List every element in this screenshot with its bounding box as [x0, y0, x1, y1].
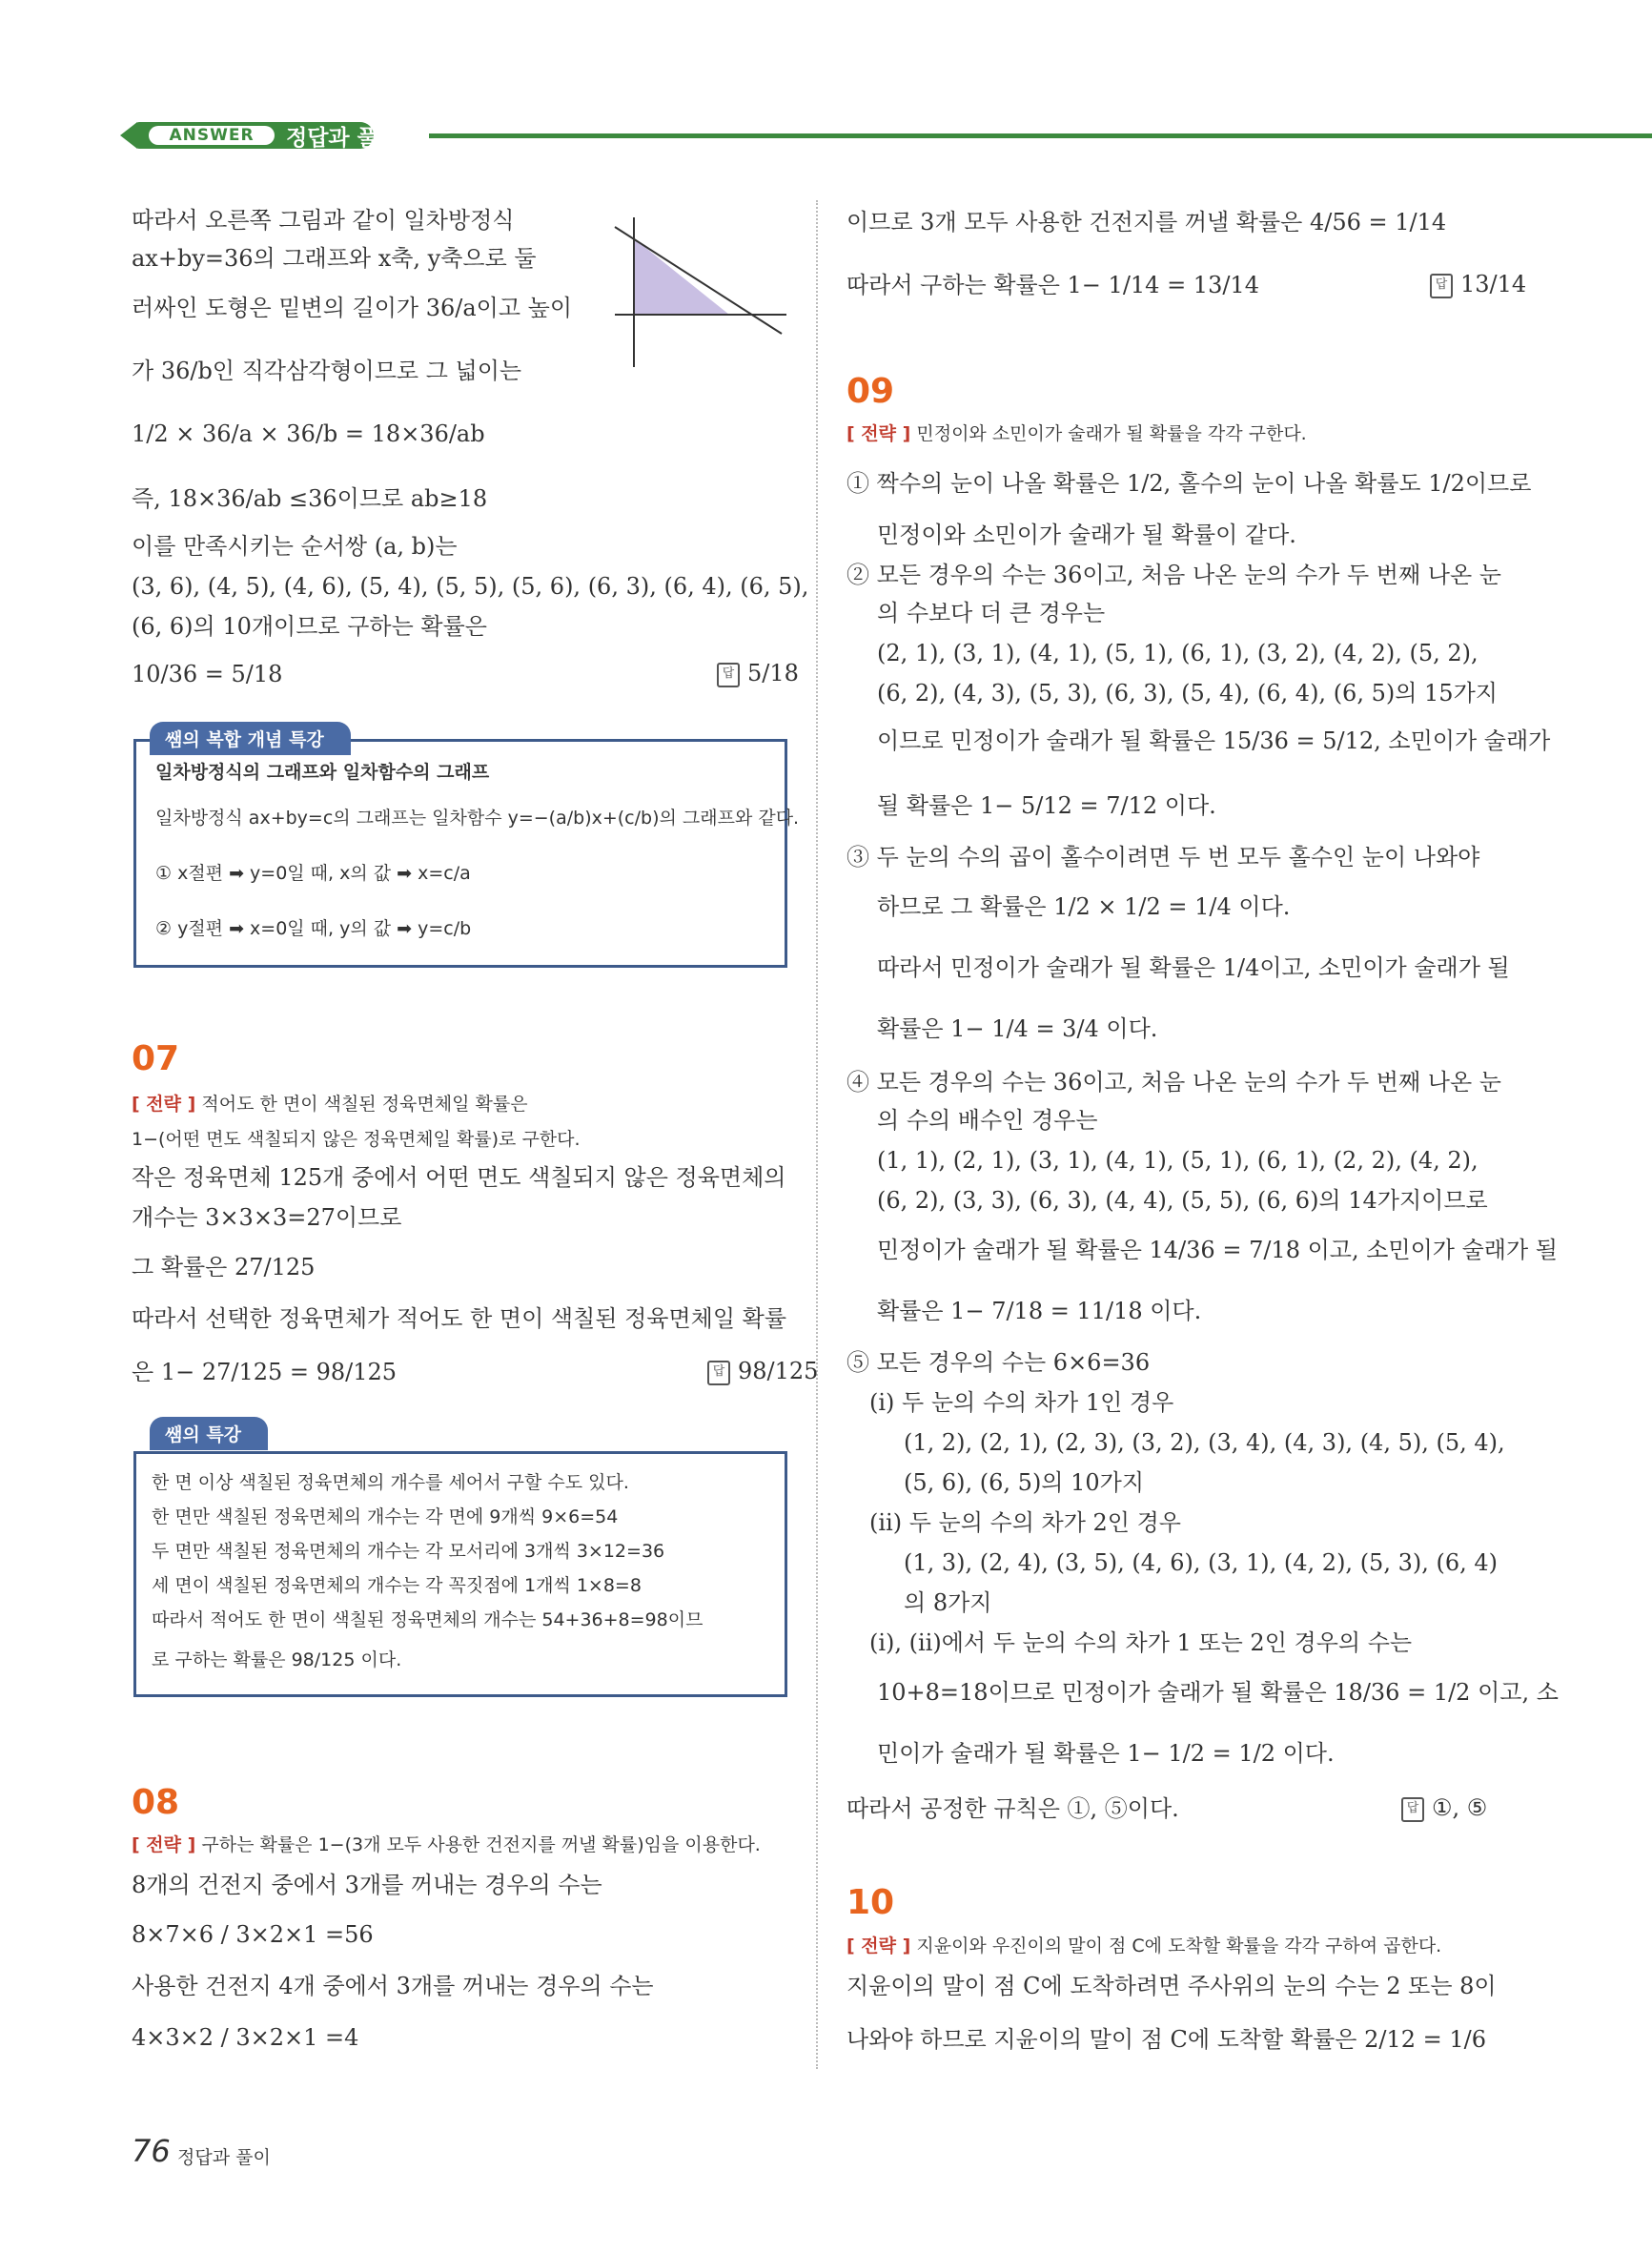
tip-line-5: 따라서 적어도 한 면이 색칠된 정육면체의 개수는 54+36+8=98이므: [152, 1609, 704, 1630]
s10-strategy-text: 지윤이와 우진이의 말이 점 C에 도착할 확률을 각각 구하여 곱한다.: [916, 1936, 1442, 1956]
box-bottom-border: [136, 1694, 785, 1697]
s09-line-15: (1, 1), (2, 1), (3, 1), (4, 1), (5, 1), (6, 1), (2, 2), (4, 2),: [877, 1147, 1479, 1174]
s09-line-7: 이므로 민정이가 술래가 될 확률은 15/36 = 5/12, 소민이가 술래가: [877, 727, 1551, 754]
s09-line-4: 의 수보다 더 큰 경우는: [877, 600, 1106, 626]
s09-line-6: (6, 2), (4, 3), (5, 3), (6, 3), (5, 4), (6, 4), (6, 5)의 15가지: [877, 680, 1498, 707]
s09-line-2: 민정이와 소민이가 술래가 될 확률이 같다.: [877, 522, 1296, 548]
s09-line-18: 확률은 1− 7/18 = 11/18 이다.: [877, 1298, 1202, 1324]
s08-cont-line-2: 따라서 구하는 확률은 1− 1/14 = 13/14: [846, 272, 1259, 298]
s09-line-23: (ⅱ) 두 눈의 수의 차가 2인 경우: [869, 1509, 1181, 1536]
s09-line-5: (2, 1), (3, 1), (4, 1), (5, 1), (6, 1), (3, 2), (4, 2), (5, 2),: [877, 640, 1479, 666]
s10-line-1: 지윤이의 말이 점 C에 도착하려면 주사위의 눈의 수는 2 또는 8이: [846, 1973, 1497, 1999]
section-number-09: 09: [846, 372, 895, 411]
s09-line-10: 하므로 그 확률은 1/2 × 1/2 = 1/4 이다.: [877, 893, 1291, 920]
answer-badge: ANSWER: [149, 126, 275, 145]
header-rule: [429, 133, 1652, 138]
answer-icon: 답: [707, 1361, 730, 1385]
answer-icon: 답: [1401, 1797, 1424, 1822]
s09-answer-value: ①, ⑤: [1432, 1794, 1488, 1821]
s09-line-12: 확률은 1− 1/4 = 3/4 이다.: [877, 1015, 1158, 1042]
strategy-tag: [ 전략 ]: [846, 423, 911, 444]
s09-answer: [1401, 1794, 1487, 1822]
s08-line-4: 4×3×2 / 3×2×1 =4: [132, 2024, 359, 2051]
p06-answer: [717, 660, 799, 687]
s07-line-5: 은 1− 27/125 = 98/125: [132, 1359, 398, 1385]
s07-line-4: 따라서 선택한 정육면체가 적어도 한 면이 색칠된 정육면체일 확률: [132, 1305, 786, 1332]
s07-strategy-text: 적어도 한 면이 색칠된 정육면체일 확률은: [201, 1094, 528, 1115]
section-number-10: 10: [846, 1883, 895, 1922]
strategy-tag: [ 전략 ]: [846, 1936, 911, 1956]
column-divider: [816, 200, 818, 2069]
s09-line-17: 민정이가 술래가 될 확률은 14/36 = 7/18 이고, 소민이가 술래가 될: [877, 1237, 1558, 1263]
s09-line-14: 의 수의 배수인 경우는: [877, 1107, 1098, 1134]
s10-line-2: 나와야 하므로 지윤이의 말이 점 C에 도착할 확률은 2/12 = 1/6: [846, 2026, 1486, 2053]
strategy-tag: [ 전략 ]: [132, 1094, 196, 1115]
s09-line-8: 될 확률은 1− 5/12 = 7/12 이다.: [877, 792, 1216, 819]
page-header: [114, 113, 1652, 160]
s09-line-22: (5, 6), (6, 5)의 10가지: [904, 1469, 1145, 1496]
footer-label: 정답과 풀이: [177, 2147, 271, 2168]
box-line-3: ② y절편 ➡ x=0일 때, y의 값 ➡ y=c/b: [155, 918, 472, 939]
s08-line-2: 8×7×6 / 3×2×1 =56: [132, 1921, 374, 1948]
tip-line-2: 한 면만 색칠된 정육면체의 개수는 각 면에 9개씩 9×6=54: [152, 1506, 619, 1527]
s08-strategy: [132, 1831, 761, 1859]
p06-line-9: (6, 6)의 10개이므로 구하는 확률은: [132, 613, 487, 640]
tip-line-1: 한 면 이상 색칠된 정육면체의 개수를 세어서 구할 수도 있다.: [152, 1472, 629, 1493]
box-top-border: [136, 1451, 785, 1454]
box-title: 일차방정식의 그래프와 일차함수의 그래프: [155, 762, 490, 783]
s09-line-25: 의 8가지: [904, 1589, 992, 1616]
s09-line-20: (ⅰ) 두 눈의 수의 차가 1인 경우: [869, 1389, 1174, 1416]
s07-answer-value: 98/125: [738, 1358, 819, 1384]
strategy-tag: [ 전략 ]: [132, 1834, 196, 1855]
s10-strategy: [846, 1932, 1441, 1960]
s09-line-13: ④ 모든 경우의 수는 36이고, 처음 나온 눈의 수가 두 번째 나온 눈: [846, 1069, 1501, 1096]
p06-line-8: (3, 6), (4, 5), (4, 6), (5, 4), (5, 5), (5, 6), (6, 3), (6, 4), (6, 5),: [132, 573, 809, 600]
s09-line-9: ③ 두 눈의 수의 곱이 홀수이려면 두 번 모두 홀수인 눈이 나와야: [846, 844, 1480, 870]
tip-line-4: 세 면이 색칠된 정육면체의 개수는 각 꼭짓점에 1개씩 1×8=8: [152, 1575, 642, 1596]
s07-line-3: 그 확률은 27/125: [132, 1254, 316, 1280]
box-tab-label: 쌤의 특강: [150, 1417, 268, 1450]
s08-line-1: 8개의 건전지 중에서 3개를 꺼내는 경우의 수는: [132, 1872, 602, 1898]
tip-line-3: 두 면만 색칠된 정육면체의 개수는 각 모서리에 3개씩 3×12=36: [152, 1541, 665, 1562]
s09-line-11: 따라서 민정이가 술래가 될 확률은 1/4이고, 소민이가 술래가 될: [877, 954, 1510, 981]
p06-line-7: 이를 만족시키는 순서쌍 (a, b)는: [132, 533, 458, 560]
box-tab-label: 쌤의 복합 개념 특강: [150, 722, 351, 755]
s07-strategy-2: 1−(어떤 면도 색칠되지 않은 정육면체일 확률)로 구한다.: [132, 1129, 581, 1150]
box-line-1: 일차방정식 ax+by=c의 그래프는 일차함수 y=−(a/b)x+(c/b)의 그래프와 같다.: [155, 808, 800, 829]
s09-line-19: ⑤ 모든 경우의 수는 6×6=36: [846, 1349, 1151, 1376]
s09-line-27: 10+8=18이므로 민정이가 술래가 될 확률은 18/36 = 1/2 이고, 소: [877, 1679, 1559, 1706]
s09-line-21: (1, 2), (2, 1), (2, 3), (3, 2), (3, 4), (4, 3), (4, 5), (5, 4),: [904, 1429, 1505, 1456]
p06-line-1: 따라서 오른쪽 그림과 같이 일차방정식: [132, 207, 515, 234]
s09-strategy: [846, 420, 1307, 448]
s09-line-16: (6, 2), (3, 3), (6, 3), (4, 4), (5, 5), (6, 6)의 14가지이므로: [877, 1187, 1488, 1214]
s08-answer: [1430, 271, 1526, 298]
p06-line-3: 러싸인 도형은 밑변의 길이가 36/a이고 높이: [132, 295, 573, 321]
s09-line-29: 따라서 공정한 규칙은 ①, ⑤이다.: [846, 1795, 1179, 1822]
concept-box: [133, 729, 800, 968]
s07-line-2: 개수는 3×3×3=27이므로: [132, 1204, 402, 1231]
s08-cont-line-1: 이므로 3개 모두 사용한 건전지를 꺼낼 확률은 4/56 = 1/14: [846, 209, 1447, 236]
answer-icon: 답: [1430, 274, 1453, 298]
section-number-08: 08: [132, 1783, 180, 1822]
s09-line-26: (ⅰ), (ⅱ)에서 두 눈의 수의 차가 1 또는 2인 경우의 수는: [869, 1629, 1413, 1656]
p06-line-10: 10/36 = 5/18: [132, 661, 283, 687]
s07-line-1: 작은 정육면체 125개 중에서 어떤 면도 색칠되지 않은 정육면체의: [132, 1164, 786, 1191]
p06-answer-value: 5/18: [747, 660, 799, 686]
section-number-07: 07: [132, 1039, 180, 1078]
tip-box: [133, 1424, 787, 1697]
s09-strategy-text: 민정이와 소민이가 술래가 될 확률을 각각 구한다.: [916, 423, 1307, 444]
page-number: 76: [132, 2133, 171, 2169]
s09-line-3: ② 모든 경우의 수는 36이고, 처음 나온 눈의 수가 두 번째 나온 눈: [846, 562, 1501, 588]
tip-line-6: 로 구하는 확률은 98/125 이다.: [152, 1649, 402, 1670]
s09-line-24: (1, 3), (2, 4), (3, 5), (4, 6), (3, 1), (4, 2), (5, 3), (6, 4): [904, 1549, 1498, 1576]
box-bottom-border: [136, 965, 785, 968]
p06-line-5: 1/2 × 36/a × 36/b = 18×36/ab: [132, 420, 485, 447]
shaded-triangle: [634, 238, 729, 315]
s08-line-3: 사용한 건전지 4개 중에서 3개를 꺼내는 경우의 수는: [132, 1973, 654, 1999]
s09-line-28: 민이가 술래가 될 확률은 1− 1/2 = 1/2 이다.: [877, 1740, 1335, 1767]
s09-line-1: ① 짝수의 눈이 나올 확률은 1/2, 홀수의 눈이 나올 확률도 1/2이므로: [846, 470, 1532, 497]
s08-answer-value: 13/14: [1460, 271, 1527, 297]
s07-strategy: [132, 1090, 528, 1118]
s08-strategy-text: 구하는 확률은 1−(3개 모두 사용한 건전지를 꺼낼 확률)임을 이용한다.: [201, 1834, 761, 1855]
line-graph-figure: [596, 210, 796, 372]
box-line-2: ① x절편 ➡ y=0일 때, x의 값 ➡ x=c/a: [155, 863, 471, 884]
answer-icon: 답: [717, 663, 740, 687]
p06-line-4: 가 36/b인 직각삼각형이므로 그 넓이는: [132, 358, 522, 384]
p06-line-2: ax+by=36의 그래프와 x축, y축으로 둘: [132, 245, 537, 272]
s07-answer: [707, 1358, 818, 1385]
p06-line-6: 즉, 18×36/ab ≤36이므로 ab≥18: [132, 485, 488, 512]
header-title: 정답과 풀이: [286, 126, 400, 151]
